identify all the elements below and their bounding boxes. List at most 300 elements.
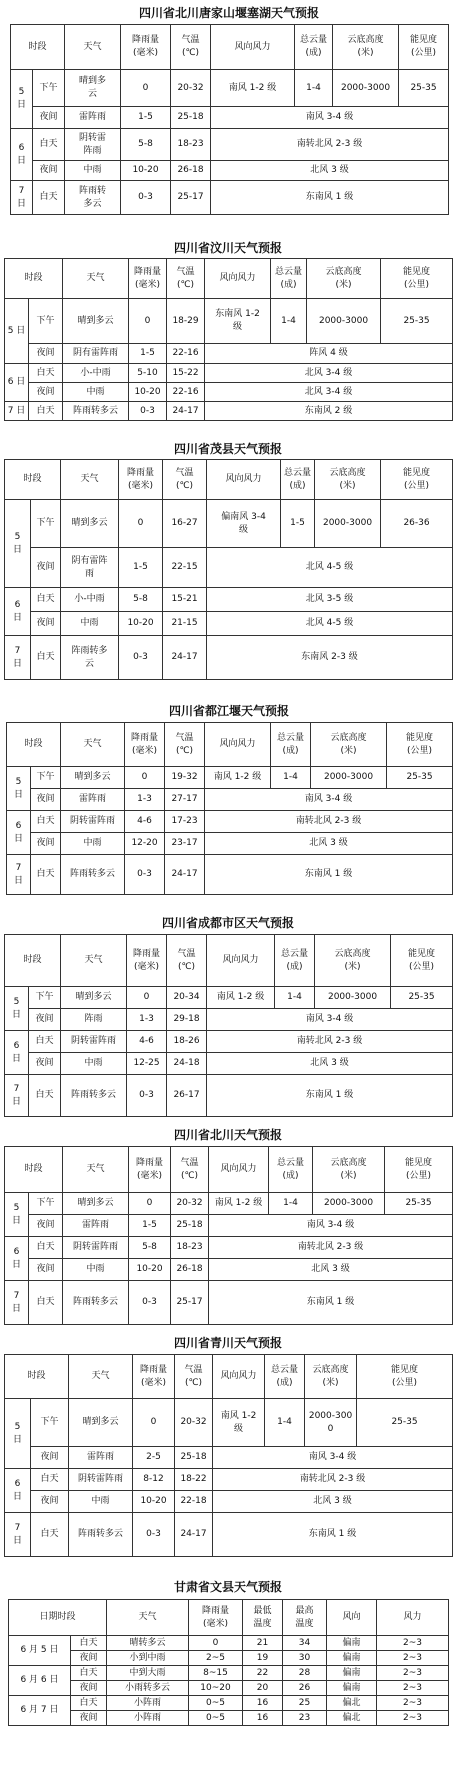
table-row [5,1009,453,1031]
precip-cell: 1-5 [121,107,171,129]
table-row [5,1215,453,1237]
wind-cell: 南转北风 2-3 级 [207,1031,453,1053]
forecast-title: 四川省成都市区天气预报 [161,916,294,930]
period-cell: 下午 [31,767,61,789]
temp-cell: 26-17 [167,1075,207,1117]
table-row [5,1491,453,1513]
col-header-visibility: 能见度 (公里) [391,935,453,987]
temp-cell: 25-17 [171,181,211,215]
wind-cell: 北风 3-5 级 [207,588,453,612]
header-row [5,259,453,299]
visibility-cell: 26-36 [381,500,453,548]
date-cell: 6 月 6 日 [9,1666,71,1696]
precip-cell: 5-8 [121,129,171,161]
cloud-base-cell: 2000-300 0 [305,1399,357,1447]
weather-cell: 阵雨转多 云 [61,636,119,680]
precip-cell: 1-3 [125,789,165,811]
precip-cell: 1-5 [129,1215,171,1237]
cloud-cell: 1-4 [269,1193,313,1215]
visibility-cell: 25-35 [399,70,449,107]
day-cell: 6 日 [11,129,33,181]
forecast-section-tangjiashan [10,6,448,215]
temp-cell: 25-18 [171,1215,209,1237]
precip-cell: 0 [119,500,163,548]
table-row [7,833,453,855]
table-row [5,1053,453,1075]
wind-cell: 北风 3-4 级 [205,364,453,383]
weather-cell: 阴转雷阵雨 [61,1031,127,1053]
date-cell: 6 月 7 日 [9,1696,71,1726]
visibility-cell: 25-35 [357,1399,453,1447]
col-header-wind-dir: 风向 [327,1600,377,1636]
day-cell: 5 日 [7,767,31,811]
weather-cell: 晴到多 云 [65,70,121,107]
col-header-weather: 天气 [61,723,125,767]
min-temp-cell: 16 [243,1711,283,1726]
col-header-min-temp: 最低 温度 [243,1600,283,1636]
forecast-title: 四川省北川唐家山堰塞湖天气预报 [138,6,319,20]
period-cell: 夜间 [29,1009,61,1031]
col-header-cloud-base: 云底高度 (米) [305,1355,357,1399]
col-header-weather: 天气 [63,259,129,299]
table-row [5,402,453,421]
wind-cell: 南风 3-4 级 [211,107,449,129]
col-header-cloud-base: 云底高度 (米) [315,935,391,987]
forecast-title: 四川省茂县天气预报 [173,442,282,456]
header-row [9,1600,449,1636]
col-header-precip: 降雨量 (毫米) [119,460,163,500]
weather-cell: 晴到多云 [61,987,127,1009]
col-header-visibility: 能见度 (公里) [385,1147,453,1193]
table-row [11,70,449,107]
col-header-weather: 天气 [107,1600,189,1636]
wind-cell: 北风 4-5 级 [207,548,453,588]
max-temp-cell: 23 [283,1711,327,1726]
col-header-period: 时段 [11,25,65,70]
day-cell: 6 日 [5,364,29,402]
precip-cell: 10-20 [129,383,167,402]
temp-cell: 15-21 [163,588,207,612]
col-header-wind: 风向风力 [207,935,275,987]
table-row [5,1259,453,1281]
precip-cell: 5-8 [119,588,163,612]
precip-cell: 0-3 [121,181,171,215]
cloud-base-cell: 2000-3000 [307,299,381,344]
col-header-cloud-base: 云底高度 (米) [311,723,387,767]
cloud-cell: 1-4 [275,987,315,1009]
col-header-cloud-base: 云底高度 (米) [315,460,381,500]
col-header-temp: 气温 (℃) [165,723,205,767]
period-cell: 夜间 [29,1215,63,1237]
temp-cell: 24-17 [165,855,205,895]
weather-cell: 中到大雨 [107,1666,189,1681]
temp-cell: 26-18 [171,1259,209,1281]
forecast-title: 四川省都江堰天气预报 [168,704,289,718]
precip-cell: 0 [129,1193,171,1215]
col-header-weather: 天气 [61,460,119,500]
col-header-wind: 风向风力 [205,259,271,299]
period-cell: 下午 [33,70,65,107]
cloud-base-cell: 2000-3000 [313,1193,385,1215]
forecast-title: 甘肃省文县天气预报 [173,1580,282,1594]
day-cell: 7 日 [5,1281,29,1325]
forecast-table [4,1354,453,1557]
wind-cell: 偏南风 3-4 级 [207,500,281,548]
weather-cell: 阴有雷阵 雨 [61,548,119,588]
period-cell: 白天 [71,1666,107,1681]
header-row [5,460,453,500]
weather-cell: 中雨 [61,1053,127,1075]
precip-cell: 4-6 [127,1031,167,1053]
cloud-base-cell: 2000-3000 [333,70,399,107]
wind-dir-cell: 偏南 [327,1681,377,1696]
day-cell: 7 日 [5,1075,29,1117]
min-temp-cell: 19 [243,1651,283,1666]
table-row [5,299,453,344]
wind-cell: 南风 3-4 级 [207,1009,453,1031]
col-header-visibility: 能见度 (公里) [399,25,449,70]
date-cell: 6 月 5 日 [9,1636,71,1666]
period-cell: 夜间 [33,161,65,181]
col-header-temp: 气温 (℃) [167,259,205,299]
precip-cell: 1-5 [119,548,163,588]
col-header-wind: 风向风力 [213,1355,265,1399]
weather-cell: 晴到多云 [61,767,125,789]
min-temp-cell: 20 [243,1681,283,1696]
wind-cell: 东南风 1 级 [205,855,453,895]
weather-cell: 雷阵雨 [69,1447,133,1469]
period-cell: 白天 [29,1237,63,1259]
weather-cell: 小-中雨 [63,364,129,383]
period-cell: 夜间 [31,789,61,811]
col-header-cloud: 总云量 (成) [269,1147,313,1193]
wind-cell: 北风 3 级 [213,1491,453,1513]
period-cell: 白天 [29,1075,61,1117]
period-cell: 夜间 [29,383,63,402]
forecast-title: 四川省汶川天气预报 [173,241,282,255]
cloud-base-cell: 2000-3000 [311,767,387,789]
col-header-date-period: 日期时段 [9,1600,107,1636]
period-cell: 白天 [71,1636,107,1651]
forecast-table [4,459,453,680]
period-cell: 夜间 [31,612,61,636]
wind-cell: 南风 3-4 级 [205,789,453,811]
precip-cell: 0 [121,70,171,107]
table-row [5,344,453,364]
temp-cell: 20-34 [167,987,207,1009]
temp-cell: 27-17 [165,789,205,811]
table-row [7,811,453,833]
precip-cell: 5-10 [129,364,167,383]
precip-cell: 0 [125,767,165,789]
precip-cell: 0-3 [129,1281,171,1325]
table-row [5,364,453,383]
weather-cell: 阵雨 [61,1009,127,1031]
table-row [5,1447,453,1469]
temp-cell: 22-18 [175,1491,213,1513]
header-row [11,25,449,70]
precip-cell: 0 [129,299,167,344]
wind-cell: 北风 3 级 [207,1053,453,1075]
day-cell: 6 日 [5,1237,29,1281]
weather-cell: 阵雨转多云 [63,1281,129,1325]
forecast-table [4,1146,453,1325]
period-cell: 夜间 [31,833,61,855]
weather-cell: 小到中雨 [107,1651,189,1666]
forecast-table [4,258,453,421]
period-cell: 下午 [29,299,63,344]
precip-cell: 0-3 [133,1513,175,1557]
period-cell: 白天 [31,1513,69,1557]
weather-cell: 晴到多云 [69,1399,133,1447]
weather-cell: 阵雨转多云 [61,855,125,895]
col-header-temp: 气温 (℃) [171,1147,209,1193]
forecast-title: 四川省北川天气预报 [173,1128,282,1142]
col-header-period: 时段 [5,1147,63,1193]
day-cell: 5 日 [5,500,31,588]
col-header-temp: 气温 (℃) [163,460,207,500]
wind-force-cell: 2~3 [377,1696,449,1711]
col-header-weather: 天气 [61,935,127,987]
period-cell: 夜间 [31,1491,69,1513]
weather-cell: 中雨 [65,161,121,181]
temp-cell: 21-15 [163,612,207,636]
temp-cell: 18-23 [171,1237,209,1259]
period-cell: 白天 [31,811,61,833]
temp-cell: 24-17 [167,402,205,421]
weather-cell: 阴转雷阵雨 [69,1469,133,1491]
precip-cell: 0 [133,1399,175,1447]
day-cell: 6 日 [5,1469,31,1513]
weather-cell: 中雨 [63,1259,129,1281]
temp-cell: 16-27 [163,500,207,548]
day-cell: 7 日 [5,402,29,421]
table-row [7,767,453,789]
col-header-wind-force: 风力 [377,1600,449,1636]
max-temp-cell: 26 [283,1681,327,1696]
weather-cell: 阴转雷阵雨 [61,811,125,833]
temp-cell: 18-22 [175,1469,213,1491]
col-header-period: 时段 [5,1355,69,1399]
temp-cell: 19-32 [165,767,205,789]
wind-force-cell: 2~3 [377,1711,449,1726]
precip-cell: 0~5 [189,1711,243,1726]
cloud-cell: 1-4 [295,70,333,107]
period-cell: 白天 [31,855,61,895]
table-row [5,1513,453,1557]
table-row [11,161,449,181]
col-header-wind: 风向风力 [207,460,281,500]
col-header-weather: 天气 [63,1147,129,1193]
col-header-cloud: 总云量 (成) [281,460,315,500]
table-row [11,129,449,161]
wind-cell: 北风 3 级 [211,161,449,181]
wind-cell: 北风 4-5 级 [207,612,453,636]
col-header-period: 时段 [7,723,61,767]
period-cell: 下午 [29,1193,63,1215]
table-row [11,107,449,129]
precip-cell: 0 [189,1636,243,1651]
weather-cell: 中雨 [63,383,129,402]
wind-cell: 南风 1-2 级 [207,987,275,1009]
col-header-wind: 风向风力 [205,723,271,767]
weather-cell: 中雨 [61,612,119,636]
cloud-cell: 1-4 [271,299,307,344]
max-temp-cell: 25 [283,1696,327,1711]
precip-cell: 10-20 [129,1259,171,1281]
period-cell: 白天 [29,1031,61,1053]
wind-force-cell: 2~3 [377,1666,449,1681]
weather-cell: 阵雨转 多云 [65,181,121,215]
precip-cell: 8~15 [189,1666,243,1681]
col-header-cloud: 总云量 (成) [295,25,333,70]
temp-cell: 22-16 [167,344,205,364]
table-row [5,383,453,402]
period-cell: 白天 [29,1281,63,1325]
visibility-cell: 25-35 [381,299,453,344]
forecast-table [6,722,453,895]
wind-dir-cell: 偏南 [327,1666,377,1681]
wind-force-cell: 2~3 [377,1651,449,1666]
cloud-base-cell: 2000-3000 [315,500,381,548]
wind-cell: 南转北风 2-3 级 [211,129,449,161]
header-row [7,723,453,767]
precip-cell: 0~5 [189,1696,243,1711]
col-header-cloud-base: 云底高度 (米) [333,25,399,70]
visibility-cell: 25-35 [385,1193,453,1215]
day-cell: 5 日 [5,1399,31,1469]
wind-cell: 东南风 2 级 [205,402,453,421]
cloud-cell: 1-4 [265,1399,305,1447]
precip-cell: 12-25 [127,1053,167,1075]
forecast-section-chengdu [4,916,452,1117]
header-row [5,935,453,987]
table-row [5,588,453,612]
temp-cell: 18-23 [171,129,211,161]
precip-cell: 10-20 [121,161,171,181]
precip-cell: 0-3 [129,402,167,421]
temp-cell: 24-18 [167,1053,207,1075]
forecast-table [10,24,449,215]
max-temp-cell: 28 [283,1666,327,1681]
forecast-section-qingchuan [4,1336,452,1557]
table-row [5,1193,453,1215]
min-temp-cell: 21 [243,1636,283,1651]
temp-cell: 25-17 [171,1281,209,1325]
table-row [9,1696,449,1711]
day-cell: 6 日 [7,811,31,855]
precip-cell: 4-6 [125,811,165,833]
wind-cell: 北风 3-4 级 [205,383,453,402]
wind-cell: 南风 1-2 级 [205,767,271,789]
wind-dir-cell: 偏南 [327,1636,377,1651]
table-row [9,1636,449,1651]
weather-cell: 阵雨转多云 [63,402,129,421]
forecast-title: 四川省青川天气预报 [173,1336,282,1350]
period-cell: 白天 [29,364,63,383]
col-header-precip: 降雨量 (毫米) [189,1600,243,1636]
table-row [5,1469,453,1491]
table-row [11,181,449,215]
temp-cell: 20-32 [175,1399,213,1447]
table-row [9,1651,449,1666]
weather-cell: 小阵雨 [107,1696,189,1711]
col-header-cloud-base: 云底高度 (米) [313,1147,385,1193]
weather-cell: 阴转雷阵雨 [63,1237,129,1259]
table-row [5,1237,453,1259]
wind-cell: 北风 3 级 [205,833,453,855]
forecast-section-maoxian [4,442,452,680]
col-header-precip: 降雨量 (毫米) [127,935,167,987]
period-cell: 下午 [31,500,61,548]
precip-cell: 1-5 [129,344,167,364]
precip-cell: 2-5 [133,1447,175,1469]
weather-cell: 阴有雷阵雨 [63,344,129,364]
col-header-precip: 降雨量 (毫米) [125,723,165,767]
col-header-cloud: 总云量 (成) [271,259,307,299]
table-row [9,1666,449,1681]
wind-cell: 东南风 2-3 级 [207,636,453,680]
temp-cell: 20-32 [171,1193,209,1215]
temp-cell: 24-17 [163,636,207,680]
col-header-precip: 降雨量 (毫米) [121,25,171,70]
wind-cell: 东南风 1 级 [213,1513,453,1557]
precip-cell: 5-8 [129,1237,171,1259]
wind-cell: 南转北风 2-3 级 [205,811,453,833]
col-header-cloud: 总云量 (成) [265,1355,305,1399]
day-cell: 6 日 [5,588,31,636]
day-cell: 7 日 [7,855,31,895]
wind-cell: 南风 1-2 级 [211,70,295,107]
wind-cell: 南转北风 2-3 级 [213,1469,453,1491]
wind-cell: 南转北风 2-3 级 [209,1237,453,1259]
table-row [7,789,453,811]
col-header-weather: 天气 [65,25,121,70]
precip-cell: 0-3 [127,1075,167,1117]
temp-cell: 22-15 [163,548,207,588]
weather-cell: 晴转多云 [107,1636,189,1651]
weather-cell: 小雨转多云 [107,1681,189,1696]
weather-cell: 雷阵雨 [61,789,125,811]
precip-cell: 0-3 [125,855,165,895]
wind-cell: 南风 1-2 级 [213,1399,265,1447]
period-cell: 白天 [31,588,61,612]
col-header-temp: 气温 (℃) [167,935,207,987]
wind-dir-cell: 偏北 [327,1711,377,1726]
table-row [5,987,453,1009]
temp-cell: 25-18 [175,1447,213,1469]
table-row [5,612,453,636]
wind-force-cell: 2~3 [377,1681,449,1696]
precip-cell: 2~5 [189,1651,243,1666]
weather-cell: 晴到多云 [63,1193,129,1215]
forecast-table [4,934,453,1117]
col-header-temp: 气温 (℃) [171,25,211,70]
period-cell: 夜间 [71,1711,107,1726]
col-header-visibility: 能见度 (公里) [357,1355,453,1399]
max-temp-cell: 30 [283,1651,327,1666]
table-row [5,1075,453,1117]
day-cell: 7 日 [5,1513,31,1557]
precip-cell: 8-12 [133,1469,175,1491]
wind-cell: 东南风 1 级 [209,1281,453,1325]
col-header-cloud: 总云量 (成) [271,723,311,767]
wind-cell: 东南风 1 级 [207,1075,453,1117]
col-header-precip: 降雨量 (毫米) [133,1355,175,1399]
precip-cell: 10-20 [119,612,163,636]
wind-cell: 南风 3-4 级 [209,1215,453,1237]
forecast-section-wenchuan [4,241,452,421]
